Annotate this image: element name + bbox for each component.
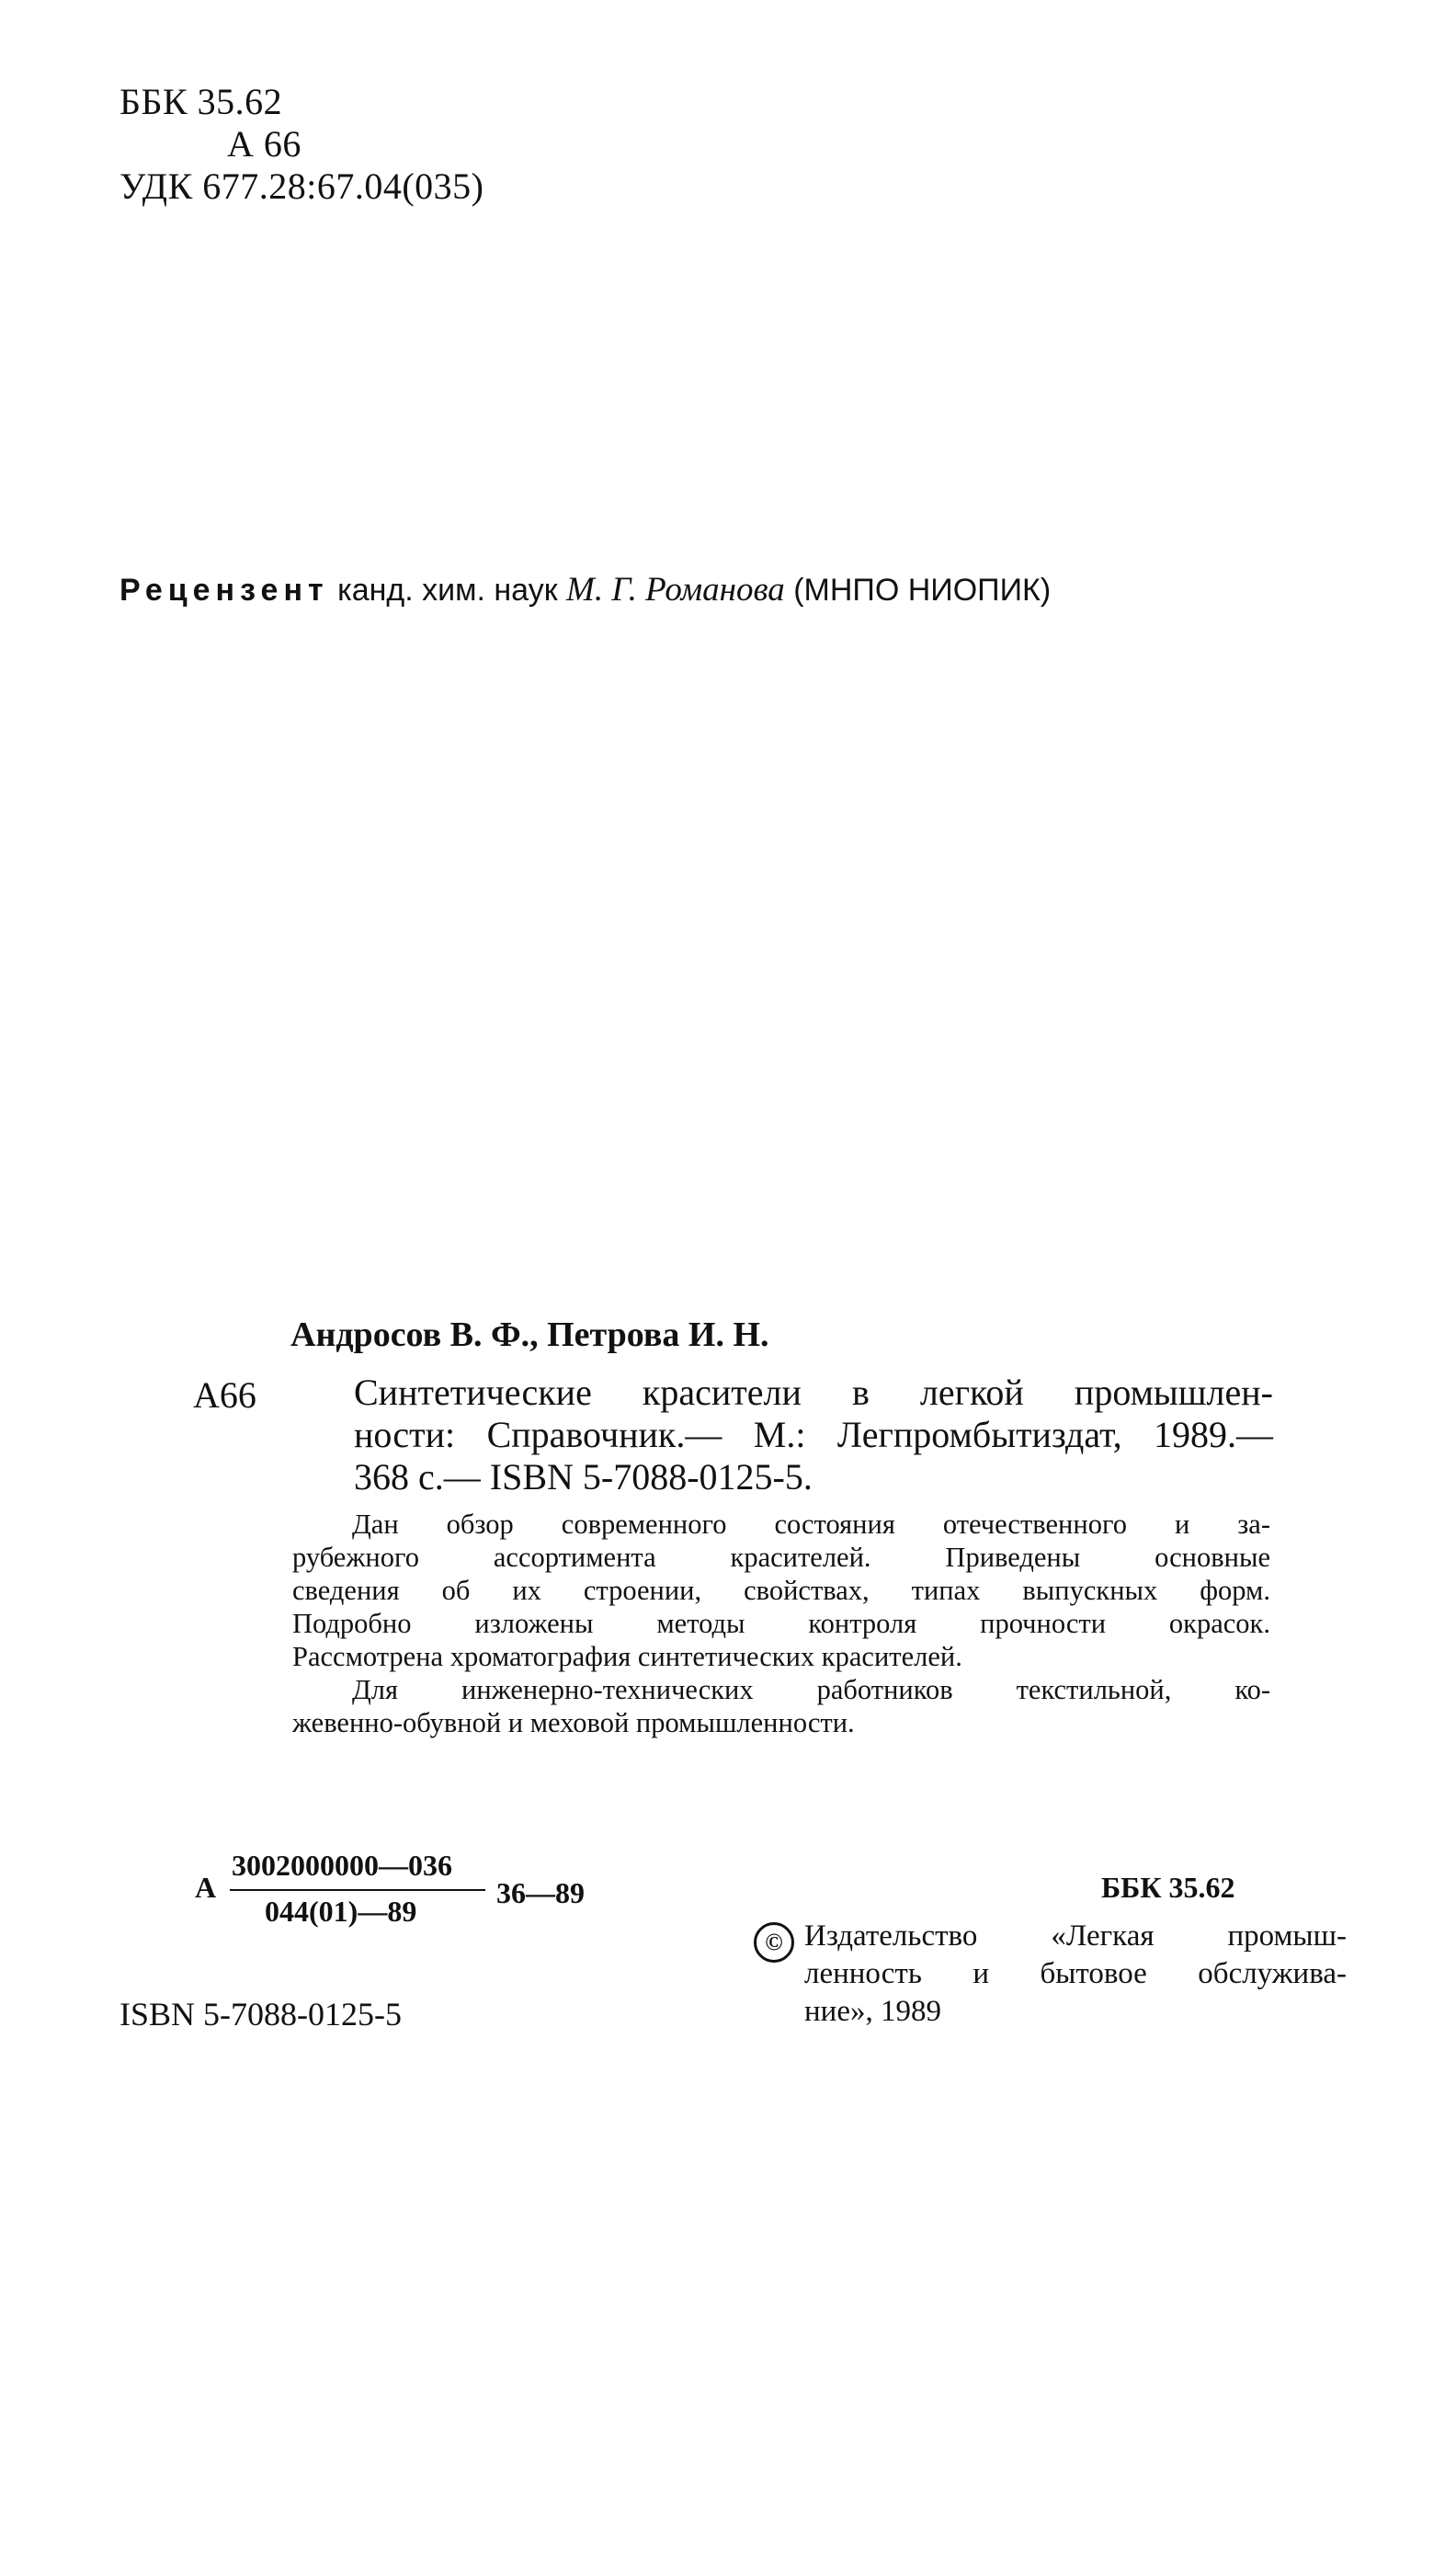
- copyright-icon: ©: [754, 1922, 794, 1963]
- reviewer-line: [119, 570, 1051, 609]
- formula-letter: А: [195, 1871, 217, 1904]
- formula-suffix: 36—89: [496, 1876, 585, 1909]
- copyright-line: ние», 1989: [804, 1995, 941, 2028]
- annotation-line: рубежного ассортимента красителей. Приведены основные: [292, 1542, 1270, 1573]
- bibliographic-line: Синтетические красители в легкой промышлен-: [354, 1372, 1273, 1413]
- udk-code: УДК 677.28:67.04(035): [119, 165, 484, 207]
- formula-fraction-bar: [230, 1889, 485, 1891]
- reviewer-degree: канд. хим. наук: [337, 573, 558, 608]
- annotation: [292, 1508, 1270, 1739]
- bibliographic-line: ности: Справочник.— М.: Легпромбытиздат, 1989.—: [354, 1414, 1273, 1455]
- annotation-line: Для инженерно-технических работников текстильной, ко-: [352, 1674, 1270, 1705]
- formula-denominator: 044(01)—89: [265, 1895, 417, 1928]
- annotation-line: Подробно изложены методы контроля прочности окрасок.: [292, 1608, 1270, 1639]
- bbk-code-bottom: ББК 35.62: [1101, 1871, 1235, 1904]
- annotation-line: сведения об их строении, свойствах, типах выпускных форм.: [292, 1575, 1270, 1606]
- catalogue-index: А66: [193, 1374, 256, 1416]
- author-mark-top: А 66: [227, 123, 301, 165]
- catalogue-formula: [0, 455, 1456, 2551]
- bbk-code-top: ББК 35.62: [119, 81, 283, 122]
- isbn-bottom: ISBN 5-7088-0125-5: [119, 1996, 402, 2033]
- copyright-line: ленность и бытовое обслужива-: [804, 1957, 1347, 1990]
- formula-numerator: 3002000000—036: [232, 1849, 452, 1882]
- book-authors: Андросов В. Ф., Петрова И. Н.: [290, 1315, 769, 1354]
- bibliographic-line: 368 с.— ISBN 5-7088-0125-5.: [354, 1456, 813, 1498]
- reviewer-organization: (МНПО НИОПИК): [793, 573, 1052, 608]
- copyright-notice: [804, 1918, 1347, 2031]
- annotation-line: Дан обзор современного состояния отечественного и за-: [352, 1509, 1270, 1540]
- annotation-line: жевенно-обувной и меховой промышленности.: [292, 1707, 855, 1738]
- annotation-line: Рассмотрена хроматография синтетических красителей.: [292, 1641, 962, 1672]
- bibliographic-description: [354, 1372, 1273, 1498]
- copyright-line: Издательство «Легкая промыш-: [804, 1919, 1347, 1953]
- reviewer-label: Рецензент: [119, 573, 329, 608]
- reviewer-name: М. Г. Романова: [566, 571, 785, 609]
